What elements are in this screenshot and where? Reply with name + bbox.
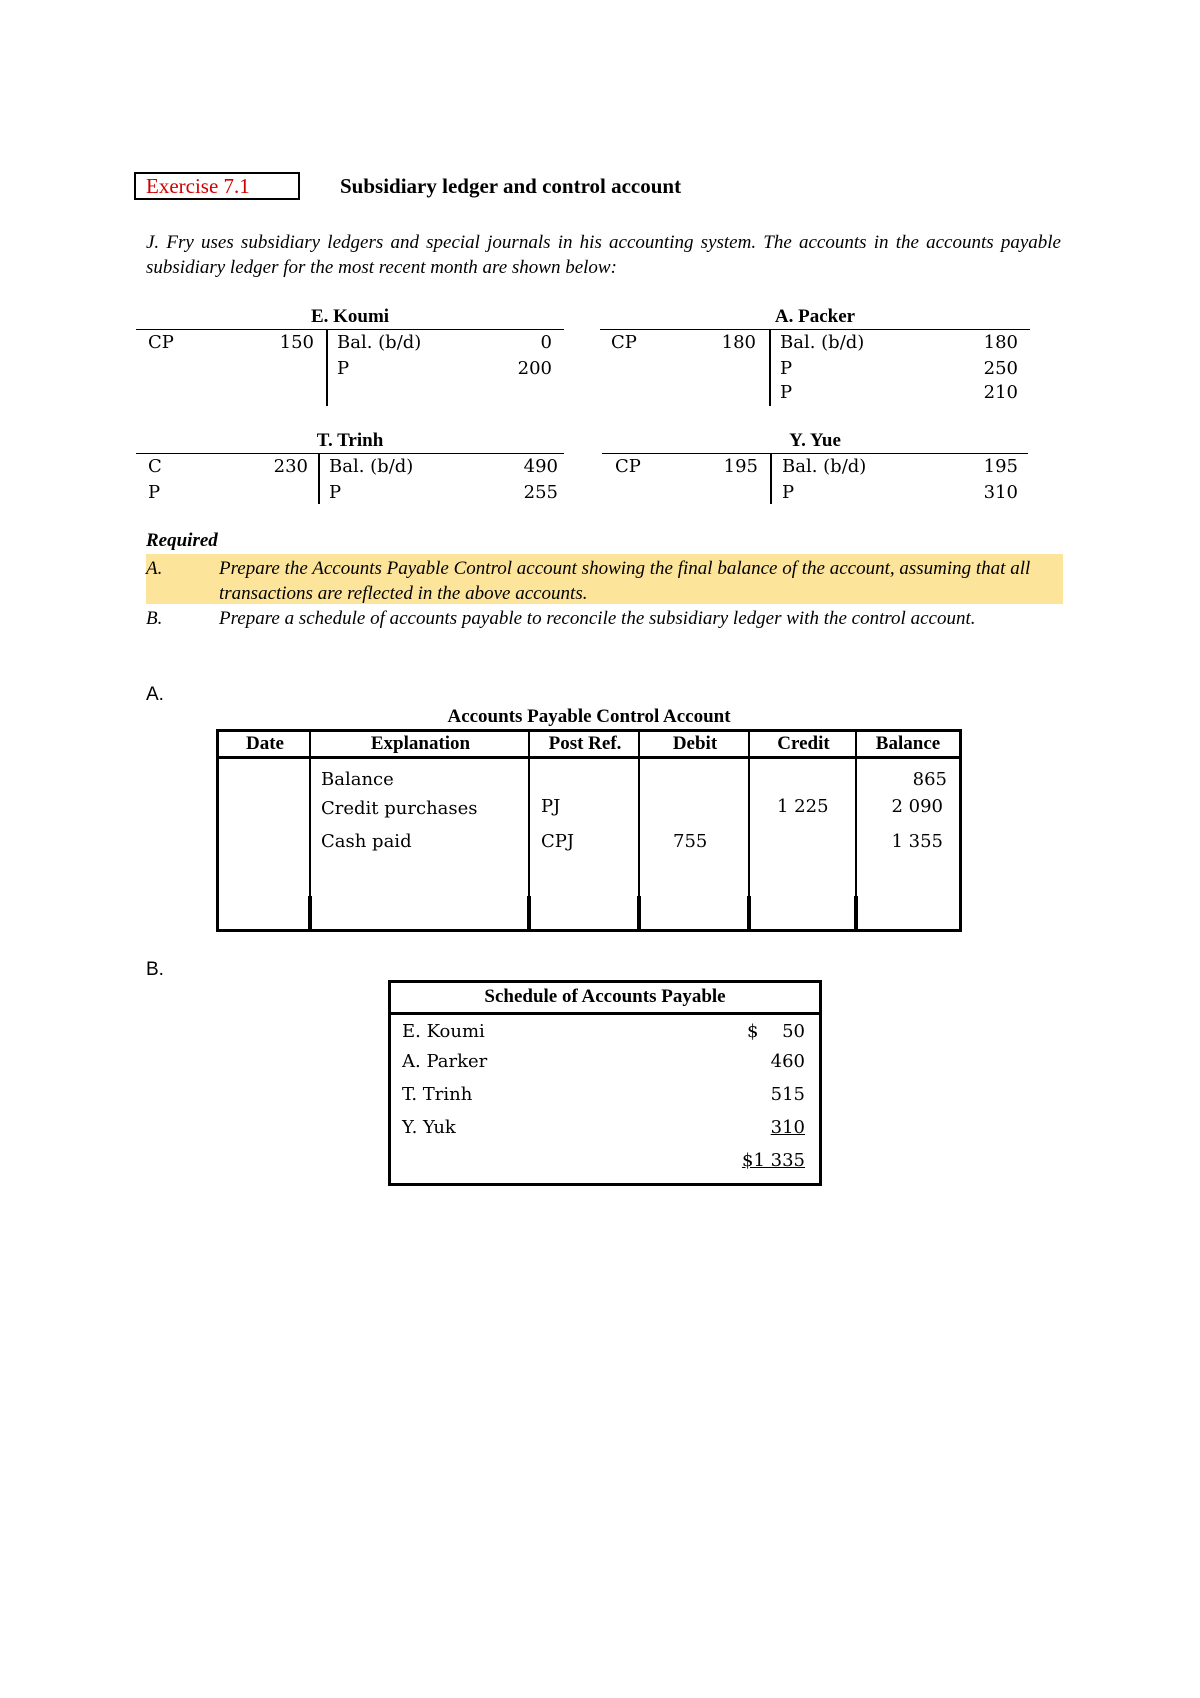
ledger-amount: 200: [517, 358, 552, 379]
schedule-total-wrap: [691, 1149, 805, 1173]
section-a-label: A.: [146, 684, 164, 705]
exercise-label: Exercise 7.1: [134, 172, 300, 200]
ledger-ref: P: [780, 358, 793, 379]
column-divider-foot: [527, 896, 531, 929]
t-account-top-line: [602, 453, 1028, 454]
schedule-name: T. Trinh: [402, 1084, 473, 1105]
row-explanation: Credit purchases: [321, 798, 478, 819]
row-post-ref: CPJ: [541, 831, 575, 852]
ledger-amount: 195: [983, 456, 1018, 477]
exercise-title: Subsidiary ledger and control account: [340, 174, 682, 198]
t-account-title: E. Koumi: [310, 306, 390, 327]
ledger-ref: CP: [615, 456, 641, 477]
ledger-amount: 180: [983, 332, 1018, 353]
ledger-ref: Bal. (b/d): [780, 332, 865, 353]
required-a-text: Prepare the Accounts Payable Control account showing the final balance of the account, assuming that all transactions are reflected in the above accounts.: [219, 558, 1031, 604]
schedule-amount-wrap: [741, 1116, 805, 1140]
ledger-amount: 230: [273, 456, 308, 477]
column-divider-foot: [747, 896, 751, 929]
t-account-title: Y. Yue: [789, 430, 841, 451]
row-debit: 755: [673, 831, 708, 852]
t-account-top-line: [136, 453, 564, 454]
schedule-amount: 310: [770, 1117, 805, 1138]
ledger-amount: 180: [721, 332, 756, 353]
ledger-amount: 210: [983, 382, 1018, 403]
ledger-ref: P: [780, 382, 793, 403]
ledger-amount: 0: [540, 332, 552, 353]
ledger-ref: Bal. (b/d): [337, 332, 422, 353]
ledger-ref: P: [329, 482, 342, 503]
control-account-table: [216, 729, 962, 932]
ledger-ref: C: [148, 456, 162, 477]
header-debit: Debit: [672, 733, 718, 754]
ledger-amount: 310: [983, 482, 1018, 503]
schedule-amount: 460: [770, 1051, 805, 1072]
column-divider-foot: [308, 896, 312, 929]
column-divider-foot: [854, 896, 858, 929]
header-credit: Credit: [777, 733, 830, 754]
t-account-divider: [769, 330, 771, 406]
ledger-ref: P: [148, 482, 161, 503]
section-b-label: B.: [146, 959, 164, 980]
intro-text: J. Fry uses subsidiary ledgers and special journals in his accounting system. The accounts in the accounts payable subsidiary ledger for the most recent month are shown below:: [146, 232, 1061, 278]
schedule-amount: 515: [770, 1084, 805, 1105]
schedule-name: E. Koumi: [402, 1021, 485, 1042]
ledger-amount: 195: [723, 456, 758, 477]
schedule-amount: 50: [782, 1021, 805, 1042]
table-header: [219, 732, 959, 759]
ledger-amount: 150: [279, 332, 314, 353]
schedule-name: A. Parker: [402, 1051, 488, 1072]
required-b-letter: B.: [146, 608, 163, 629]
row-credit: 1 225: [777, 796, 829, 817]
schedule-name: Y. Yuk: [402, 1117, 456, 1138]
t-account-top-line: [600, 329, 1030, 330]
t-account-title: T. Trinh: [316, 430, 384, 451]
row-explanation: Balance: [321, 769, 394, 790]
required-heading: Required: [146, 530, 218, 551]
ledger-amount: 255: [523, 482, 558, 503]
ledger-ref: CP: [611, 332, 637, 353]
header-post-ref: Post Ref.: [548, 733, 622, 754]
header-explanation: Explanation: [370, 733, 471, 754]
ledger-ref: CP: [148, 332, 174, 353]
header-date: Date: [246, 733, 284, 754]
t-account-divider: [318, 454, 320, 504]
header-balance: Balance: [875, 733, 941, 754]
ledger-ref: Bal. (b/d): [782, 456, 867, 477]
schedule-title: Schedule of Accounts Payable: [391, 983, 819, 1015]
t-account-divider: [770, 454, 772, 504]
row-balance: 865: [912, 769, 947, 790]
schedule-total: $1 335: [742, 1150, 805, 1171]
schedule-table: [388, 980, 822, 1186]
row-post-ref: PJ: [541, 796, 561, 817]
ledger-ref: P: [337, 358, 350, 379]
ledger-ref: Bal. (b/d): [329, 456, 414, 477]
t-account-title: A. Packer: [774, 306, 856, 327]
schedule-currency: $: [747, 1021, 759, 1042]
ledger-ref: P: [782, 482, 795, 503]
row-balance: 1 355: [891, 831, 943, 852]
t-account-top-line: [136, 329, 564, 330]
required-a-letter: A.: [146, 558, 163, 579]
column-divider-foot: [637, 896, 641, 929]
row-explanation: Cash paid: [321, 831, 412, 852]
ledger-amount: 490: [523, 456, 558, 477]
t-account-divider: [326, 330, 328, 406]
ledger-amount: 250: [983, 358, 1018, 379]
control-account-caption: Accounts Payable Control Account: [447, 706, 731, 727]
required-b-text: Prepare a schedule of accounts payable to reconcile the subsidiary ledger with the control account.: [219, 608, 976, 629]
row-balance: 2 090: [891, 796, 943, 817]
